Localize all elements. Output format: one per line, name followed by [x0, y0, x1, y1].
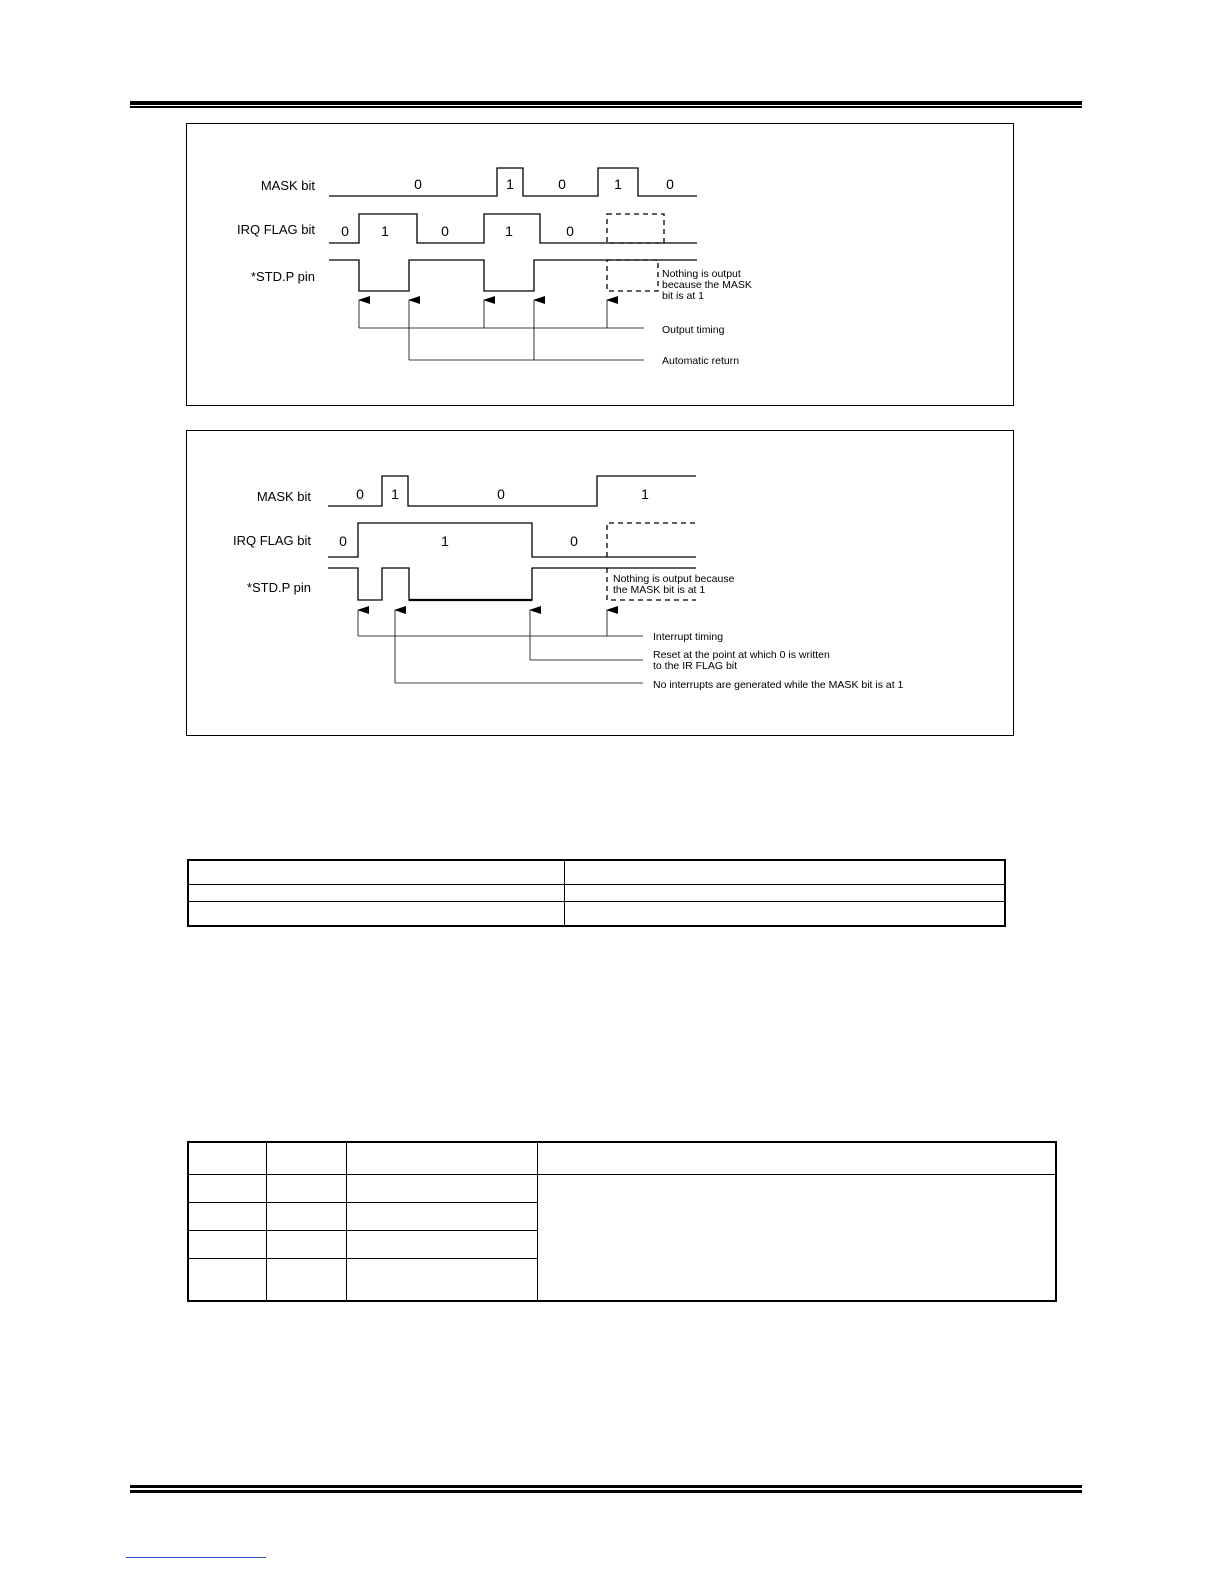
table-cell [267, 1174, 347, 1202]
d1-std-dashed [607, 260, 658, 291]
table-cell [347, 1202, 538, 1230]
table-cell [188, 1202, 267, 1230]
d2-mask-value: 1 [391, 486, 399, 502]
d2-mask-label: MASK bit [256, 489, 311, 504]
table-cell [267, 1259, 347, 1301]
d1-note: bit is at 1 [662, 290, 705, 302]
d2-note: Nothing is output because [613, 573, 735, 585]
d1-irq-value: 0 [341, 223, 349, 239]
table-cell [347, 1174, 538, 1202]
d2-irq-waveform [328, 523, 696, 557]
d2-irq-dashed [607, 523, 696, 557]
d2-irq-value: 1 [441, 533, 449, 549]
table-cell [347, 1142, 538, 1174]
d1-note: Nothing is output [662, 268, 741, 280]
table-cell [538, 1142, 1057, 1174]
d2-irq-value: 0 [570, 533, 578, 549]
d2-mask-value: 0 [356, 486, 364, 502]
d1-irq-value: 0 [441, 223, 449, 239]
d1-mask-value: 0 [666, 176, 674, 192]
table-cell [267, 1202, 347, 1230]
d1-callout-output-timing: Output timing [662, 324, 725, 336]
footer-rule-thick [130, 1485, 1082, 1488]
d2-note: the MASK bit is at 1 [613, 584, 706, 596]
d1-irq-label: IRQ FLAG bit [236, 222, 315, 237]
table-cell [188, 1142, 267, 1174]
table-row [188, 885, 1005, 902]
footer-link-underline[interactable] [126, 1557, 266, 1558]
d2-irq-value: 0 [339, 533, 347, 549]
table-2 [187, 1141, 1057, 1302]
d1-mask-value: 1 [506, 176, 514, 192]
d2-mask-value: 1 [641, 486, 649, 502]
d2-callout-reset: to the IR FLAG bit [653, 660, 738, 672]
d1-std-label: *STD.P pin [250, 269, 315, 284]
table-row [188, 860, 1005, 885]
d1-irq-value: 0 [566, 223, 574, 239]
table-1 [187, 859, 1006, 927]
table-cell [565, 860, 1006, 885]
table-cell [188, 901, 565, 926]
table-cell [267, 1230, 347, 1258]
table-cell [188, 1259, 267, 1301]
table-cell [188, 860, 565, 885]
d2-callout-interrupt-timing: Interrupt timing [653, 631, 724, 643]
d1-std-waveform [329, 260, 697, 291]
table-cell-merged [538, 1174, 1057, 1301]
table-cell [188, 1230, 267, 1258]
d1-mask-value: 0 [414, 176, 422, 192]
d1-mask-value: 1 [614, 176, 622, 192]
table-cell [188, 885, 565, 902]
d1-irq-value: 1 [381, 223, 389, 239]
d1-mask-label: MASK bit [260, 178, 315, 193]
d1-irq-value: 1 [505, 223, 513, 239]
footer-rule-thin [130, 1490, 1082, 1493]
table-cell [565, 885, 1006, 902]
table-cell [267, 1142, 347, 1174]
table-row [188, 1174, 1056, 1202]
d2-irq-label: IRQ FLAG bit [232, 533, 311, 548]
d1-mask-value: 0 [558, 176, 566, 192]
table-cell [347, 1259, 538, 1301]
d2-std-label: *STD.P pin [246, 580, 311, 595]
table-header-row [188, 1142, 1056, 1174]
d1-callout-automatic-return: Automatic return [662, 355, 740, 367]
table-cell [565, 901, 1006, 926]
d2-callout-no-interrupts: No interrupts are generated while the MASK bit is at 1 [653, 679, 904, 691]
table-cell [188, 1174, 267, 1202]
d1-note: because the MASK [662, 279, 752, 291]
d2-callout-reset: Reset at the point at which 0 is written [653, 649, 830, 661]
table-row [188, 901, 1005, 926]
d2-mask-value: 0 [497, 486, 505, 502]
table-cell [347, 1230, 538, 1258]
d1-irq-dashed [607, 214, 664, 243]
